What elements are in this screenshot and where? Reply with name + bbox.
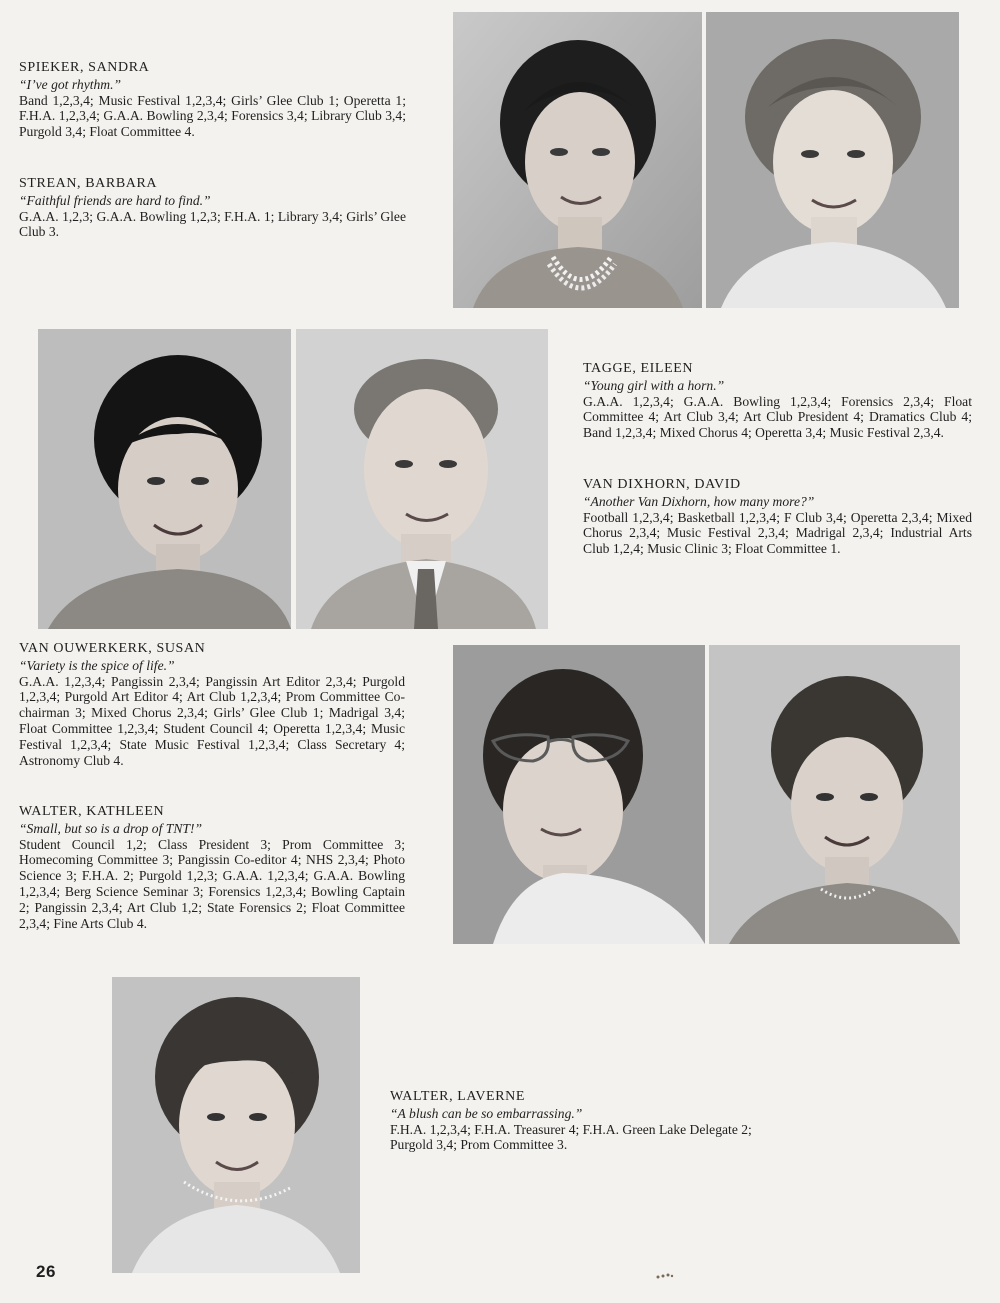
portrait-photo-tagge [38, 329, 291, 629]
portrait-photo-van-ouwerkerk [453, 645, 705, 944]
student-activities: Football 1,2,3,4; Basketball 1,2,3,4; F Club 3,4; Operetta 2,3,4; Mixed Chorus 2,3,4; Music Festival 2,3,4; Madrigal 2,3,4; Industrial Arts Club 1,2,4; Music Clinic 3; Float Committee 1. [583, 509, 972, 557]
student-quote: “Faithful friends are hard to find.” [19, 192, 211, 208]
entry-spieker-sandra [19, 60, 406, 140]
student-name: SPIEKER, SANDRA [19, 60, 150, 75]
entry-van-dixhorn-david [583, 477, 972, 557]
page-number: 26 [36, 1262, 56, 1281]
entry-strean-barbara [19, 176, 406, 240]
entry-walter-laverne [390, 1089, 760, 1153]
portrait-photo-walter-kathleen [709, 645, 960, 944]
student-activities: Student Council 1,2; Class President 3; Prom Committee 3; Homecoming Committee 3; Pangissin Co-editor 4; NHS 2,3,4; Photo Science 3; F.H.A. 2; Purgold 1,2,3; G.A.A. 1,2,3,4; G.A.A. Bowling 1,2,3,4; Berg Science Seminar 3; Forensics 1,2,3,4; Bowling Captain 2; Pangissin 2,3,4; Art Club 1,2; State Forensics 2; Float Committee 2,3,4; Fine Arts Club 4. [19, 836, 405, 931]
portrait-photo-strean [706, 12, 959, 308]
entry-tagge-eileen [583, 361, 972, 441]
student-name: VAN OUWERKERK, SUSAN [19, 641, 206, 656]
student-activities: F.H.A. 1,2,3,4; F.H.A. Treasurer 4; F.H.A. Green Lake Delegate 2; Purgold 3,4; Prom Committee 3. [390, 1121, 752, 1153]
student-name: VAN DIXHORN, DAVID [583, 477, 741, 492]
ink-smudge-icon [654, 1272, 676, 1280]
student-quote: “Variety is the spice of life.” [19, 657, 175, 673]
student-activities: G.A.A. 1,2,3,4; G.A.A. Bowling 1,2,3,4; Forensics 2,3,4; Float Committee 4; Art Club 3,4; Art Club President 4; Dramatics Club 4; Band 1,2,3,4; Mixed Chorus 4; Operetta 3,4; Music Festival 2,3,4. [583, 393, 972, 441]
student-name: STREAN, BARBARA [19, 176, 158, 191]
portrait-photo-van-dixhorn [296, 329, 548, 629]
portrait-photo-spieker [453, 12, 702, 308]
student-quote: “I’ve got rhythm.” [19, 76, 122, 92]
student-quote: “Small, but so is a drop of TNT!” [19, 820, 203, 836]
student-quote: “Young girl with a horn.” [583, 377, 725, 393]
student-activities: Band 1,2,3,4; Music Festival 1,2,3,4; Girls’ Glee Club 1; Operetta 1; F.H.A. 1,2,3,4; G.A.A. Bowling 2,3,4; Forensics 3,4; Library Club 3,4; Purgold 3,4; Float Committee 4. [19, 92, 406, 140]
student-quote: “Another Van Dixhorn, how many more?” [583, 493, 815, 509]
student-name: WALTER, LAVERNE [390, 1089, 525, 1104]
student-name: TAGGE, EILEEN [583, 361, 694, 376]
entry-van-ouwerkerk-susan [19, 641, 405, 768]
student-name: WALTER, KATHLEEN [19, 804, 165, 819]
entry-walter-kathleen [19, 804, 405, 931]
student-activities: G.A.A. 1,2,3; G.A.A. Bowling 1,2,3; F.H.A. 1; Library 3,4; Girls’ Glee Club 3. [19, 208, 406, 240]
student-activities: G.A.A. 1,2,3,4; Pangissin 2,3,4; Pangissin Art Editor 2,3,4; Purgold 1,2,3,4; Purgold Art Editor 4; Art Club 1,2,3,4; Prom Committee Co-chairman 3; Mixed Chorus 2,3,4; Girls’ Glee Club 1; Madrigal 3,4; Float Committee 1,2,3,4; Student Council 4; Operetta 1,2,3,4; Music Festival 1,2,3,4; State Music Festival 1,2,3,4; Class Secretary 4; Astronomy Club 4. [19, 673, 405, 768]
student-quote: “A blush can be so embarrassing.” [390, 1105, 583, 1121]
portrait-photo-walter-laverne [112, 977, 360, 1273]
